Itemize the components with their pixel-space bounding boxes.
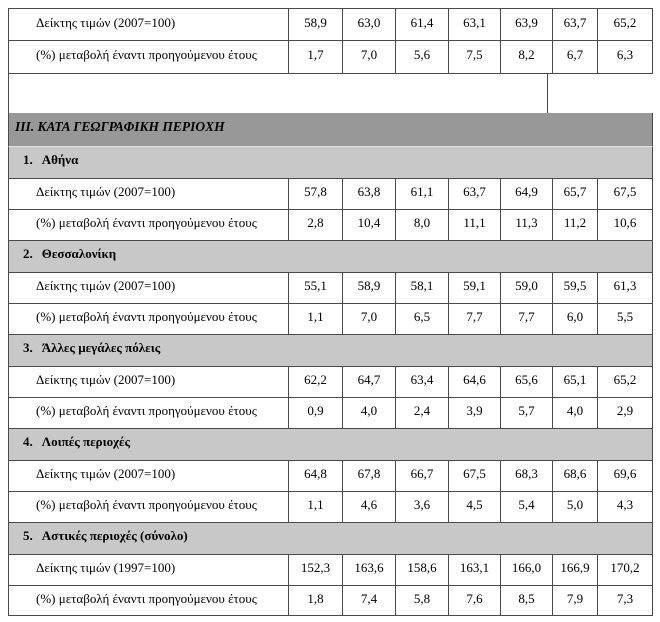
subsection-number: 4. bbox=[23, 434, 33, 449]
value-cell: 58,9 bbox=[288, 9, 342, 40]
row-label: Δείκτης τιμών (2007=100) bbox=[8, 367, 288, 397]
value-cell: 58,1 bbox=[395, 273, 448, 303]
value-cell: 65,7 bbox=[552, 179, 597, 209]
value-cell: 4,3 bbox=[597, 492, 653, 522]
value-cell: 170,2 bbox=[597, 555, 653, 585]
row-label: (%) μεταβολή έναντι προηγούμενου έτους bbox=[8, 41, 288, 73]
value-cell: 8,0 bbox=[395, 210, 448, 240]
value-cell: 64,8 bbox=[288, 461, 342, 491]
value-cell: 55,1 bbox=[288, 273, 342, 303]
table-row bbox=[8, 209, 653, 240]
value-cell: 11,2 bbox=[552, 210, 597, 240]
region-section bbox=[8, 334, 653, 428]
table-row bbox=[8, 491, 653, 522]
value-cell: 66,7 bbox=[395, 461, 448, 491]
value-cell: 7,0 bbox=[342, 304, 395, 334]
table-row bbox=[8, 8, 653, 40]
value-cell: 8,2 bbox=[500, 41, 552, 73]
region-section bbox=[8, 146, 653, 240]
row-label: (%) μεταβολή έναντι προηγούμενου έτους bbox=[8, 492, 288, 522]
value-cell: 5,0 bbox=[552, 492, 597, 522]
table-gap bbox=[8, 73, 653, 113]
value-cell: 158,6 bbox=[395, 555, 448, 585]
value-cell: 7,9 bbox=[552, 586, 597, 615]
value-cell: 5,4 bbox=[500, 492, 552, 522]
value-cell: 4,5 bbox=[448, 492, 500, 522]
value-cell: 5,7 bbox=[500, 398, 552, 428]
table-row bbox=[8, 585, 653, 616]
value-cell: 163,6 bbox=[342, 555, 395, 585]
value-cell: 2,9 bbox=[597, 398, 653, 428]
region-section bbox=[8, 428, 653, 522]
subsection-header bbox=[8, 428, 653, 460]
subsection-header bbox=[8, 522, 653, 554]
value-cell: 69,6 bbox=[597, 461, 653, 491]
table-row bbox=[8, 272, 653, 303]
row-label: Δείκτης τιμών (2007=100) bbox=[8, 461, 288, 491]
subsection-name: Άλλες μεγάλες πόλεις bbox=[41, 340, 161, 355]
value-cell: 6,7 bbox=[552, 41, 597, 73]
value-cell: 7,5 bbox=[448, 41, 500, 73]
region-section bbox=[8, 240, 653, 334]
value-cell: 4,6 bbox=[342, 492, 395, 522]
value-cell: 63,0 bbox=[342, 9, 395, 40]
value-cell: 61,1 bbox=[395, 179, 448, 209]
value-cell: 10,4 bbox=[342, 210, 395, 240]
table-row bbox=[8, 366, 653, 397]
value-cell: 67,8 bbox=[342, 461, 395, 491]
value-cell: 59,0 bbox=[500, 273, 552, 303]
value-cell: 7,3 bbox=[597, 586, 653, 615]
value-cell: 67,5 bbox=[448, 461, 500, 491]
value-cell: 64,9 bbox=[500, 179, 552, 209]
dangling-column-line bbox=[547, 74, 548, 113]
value-cell: 65,2 bbox=[597, 9, 653, 40]
value-cell: 2,4 bbox=[395, 398, 448, 428]
value-cell: 58,9 bbox=[342, 273, 395, 303]
value-cell: 63,7 bbox=[552, 9, 597, 40]
value-cell: 1,7 bbox=[288, 41, 342, 73]
row-label: Δείκτης τιμών (2007=100) bbox=[8, 273, 288, 303]
value-cell: 63,7 bbox=[448, 179, 500, 209]
row-label: (%) μεταβολή έναντι προηγούμενου έτους bbox=[8, 304, 288, 334]
subsection-number: 3. bbox=[23, 340, 33, 355]
subsection-name: Θεσσαλονίκη bbox=[41, 246, 117, 261]
value-cell: 59,1 bbox=[448, 273, 500, 303]
subsection-header bbox=[8, 146, 653, 178]
value-cell: 11,1 bbox=[448, 210, 500, 240]
table-row bbox=[8, 397, 653, 428]
value-cell: 7,7 bbox=[500, 304, 552, 334]
top-table-fragment bbox=[8, 8, 653, 73]
section-header-label: ΙΙΙ. ΚΑΤΑ ΓΕΩΓΡΑΦΙΚΗ ΠΕΡΙΟΧΗ bbox=[15, 119, 225, 134]
value-cell: 65,1 bbox=[552, 367, 597, 397]
table-row bbox=[8, 178, 653, 209]
value-cell: 7,7 bbox=[448, 304, 500, 334]
subsection-name: Αθήνα bbox=[41, 152, 79, 167]
value-cell: 11,3 bbox=[500, 210, 552, 240]
value-cell: 7,4 bbox=[342, 586, 395, 615]
value-cell: 3,9 bbox=[448, 398, 500, 428]
value-cell: 5,6 bbox=[395, 41, 448, 73]
row-label: Δείκτης τιμών (2007=100) bbox=[8, 179, 288, 209]
value-cell: 8,5 bbox=[500, 586, 552, 615]
value-cell: 67,5 bbox=[597, 179, 653, 209]
value-cell: 63,4 bbox=[395, 367, 448, 397]
value-cell: 7,6 bbox=[448, 586, 500, 615]
table-row bbox=[8, 460, 653, 491]
value-cell: 1,1 bbox=[288, 492, 342, 522]
value-cell: 5,5 bbox=[597, 304, 653, 334]
value-cell: 63,9 bbox=[500, 9, 552, 40]
value-cell: 2,8 bbox=[288, 210, 342, 240]
subsection-number: 5. bbox=[23, 528, 33, 543]
value-cell: 7,0 bbox=[342, 41, 395, 73]
value-cell: 68,6 bbox=[552, 461, 597, 491]
subsection-name: Αστικές περιοχές (σύνολο) bbox=[41, 528, 188, 543]
value-cell: 68,3 bbox=[500, 461, 552, 491]
value-cell: 59,5 bbox=[552, 273, 597, 303]
value-cell: 6,0 bbox=[552, 304, 597, 334]
value-cell: 64,7 bbox=[342, 367, 395, 397]
row-label: (%) μεταβολή έναντι προηγούμενου έτους bbox=[8, 210, 288, 240]
value-cell: 63,8 bbox=[342, 179, 395, 209]
value-cell: 166,0 bbox=[500, 555, 552, 585]
value-cell: 10,6 bbox=[597, 210, 653, 240]
table-row bbox=[8, 40, 653, 73]
value-cell: 0,9 bbox=[288, 398, 342, 428]
table-row bbox=[8, 303, 653, 334]
value-cell: 4,0 bbox=[552, 398, 597, 428]
value-cell: 166,9 bbox=[552, 555, 597, 585]
value-cell: 62,2 bbox=[288, 367, 342, 397]
sections-container bbox=[8, 146, 653, 616]
value-cell: 61,4 bbox=[395, 9, 448, 40]
row-label: Δείκτης τιμών (1997=100) bbox=[8, 555, 288, 585]
table-row bbox=[8, 554, 653, 585]
value-cell: 6,3 bbox=[597, 41, 653, 73]
value-cell: 163,1 bbox=[448, 555, 500, 585]
subsection-number: 1. bbox=[23, 152, 33, 167]
region-section bbox=[8, 522, 653, 616]
statistics-table bbox=[8, 8, 653, 616]
value-cell: 4,0 bbox=[342, 398, 395, 428]
value-cell: 1,8 bbox=[288, 586, 342, 615]
value-cell: 65,2 bbox=[597, 367, 653, 397]
subsection-number: 2. bbox=[23, 246, 33, 261]
row-label: Δείκτης τιμών (2007=100) bbox=[8, 9, 288, 40]
row-label: (%) μεταβολή έναντι προηγούμενου έτους bbox=[8, 398, 288, 428]
value-cell: 1,1 bbox=[288, 304, 342, 334]
subsection-name: Λοιπές περιοχές bbox=[41, 434, 131, 449]
value-cell: 65,6 bbox=[500, 367, 552, 397]
value-cell: 61,3 bbox=[597, 273, 653, 303]
value-cell: 63,1 bbox=[448, 9, 500, 40]
value-cell: 152,3 bbox=[288, 555, 342, 585]
row-label: (%) μεταβολή έναντι προηγούμενου έτους bbox=[8, 586, 288, 615]
value-cell: 6,5 bbox=[395, 304, 448, 334]
value-cell: 5,8 bbox=[395, 586, 448, 615]
value-cell: 57,8 bbox=[288, 179, 342, 209]
value-cell: 64,6 bbox=[448, 367, 500, 397]
section-header-geographic-area bbox=[8, 113, 653, 146]
subsection-header bbox=[8, 240, 653, 272]
value-cell: 3,6 bbox=[395, 492, 448, 522]
subsection-header bbox=[8, 334, 653, 366]
